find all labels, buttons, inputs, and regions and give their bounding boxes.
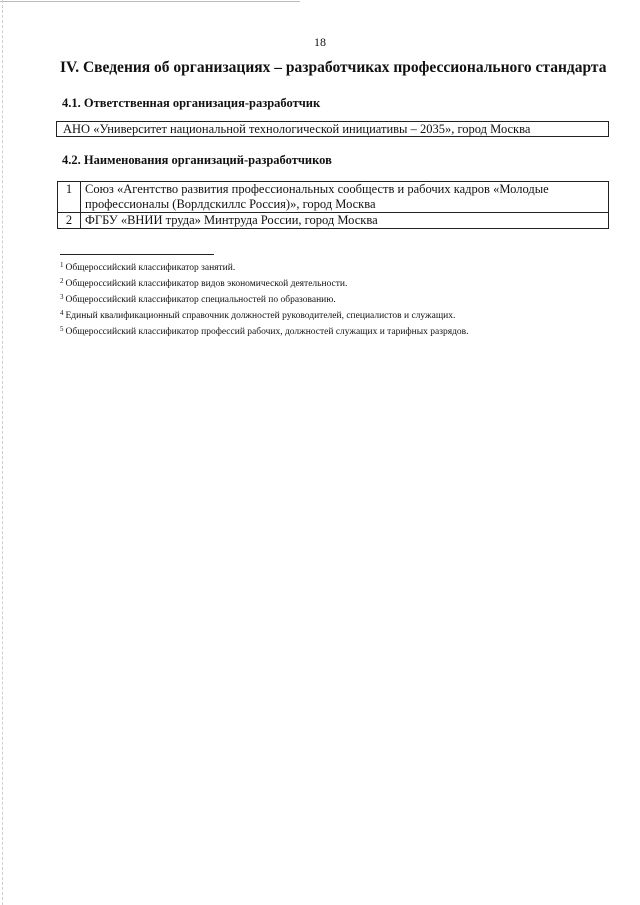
footnote-mark: 2: [60, 277, 64, 285]
table-row: [58, 182, 609, 213]
scan-top-rule: [0, 1, 300, 2]
org-name: Союз «Агентство развития профессиональных сообществ и рабочих кадров «Молодые профессионалы (Ворлдскиллс Россия)», город Москва: [81, 182, 609, 213]
footnote: [60, 275, 620, 291]
developer-orgs-heading: 4.2. Наименования организаций-разработчиков: [62, 153, 332, 167]
footnote: [60, 307, 620, 323]
responsible-org-box: [56, 121, 609, 137]
footnote-mark: 1: [60, 261, 64, 269]
footnote-text: Общероссийский классификатор занятий.: [65, 263, 236, 273]
footnote-text: Общероссийский классификатор видов экономической деятельности.: [65, 279, 348, 289]
section-title: IV. Сведения об организациях – разработчиках профессионального стандарта: [60, 59, 607, 76]
table-row: [58, 213, 609, 229]
footnote-text: Единый квалификационный справочник должностей руководителей, специалистов и служащих.: [65, 311, 456, 321]
footnote-text: Общероссийский классификатор специальностей по образованию.: [65, 295, 336, 305]
footnote-mark: 5: [60, 325, 64, 333]
footnote-text: Общероссийский классификатор профессий рабочих, должностей служащих и тарифных разрядов.: [65, 327, 469, 337]
footnote-mark: 3: [60, 293, 64, 301]
footnote-separator: [60, 254, 214, 255]
responsible-org-name: АНО «Университет национальной технологической инициативы – 2035», город Москва: [63, 122, 531, 136]
page-number: 18: [314, 35, 326, 49]
footnote-mark: 4: [60, 309, 64, 317]
scan-edge-line: [2, 0, 3, 905]
footnote: [60, 259, 620, 275]
footnote: [60, 291, 620, 307]
footnotes: [60, 259, 620, 339]
responsible-org-heading: 4.1. Ответственная организация-разработчик: [62, 96, 321, 110]
row-number: 1: [58, 182, 81, 213]
row-number: 2: [58, 213, 81, 229]
footnote: [60, 323, 620, 339]
org-name: ФГБУ «ВНИИ труда» Минтруда России, город Москва: [81, 213, 609, 229]
developer-orgs-table: [57, 181, 609, 229]
